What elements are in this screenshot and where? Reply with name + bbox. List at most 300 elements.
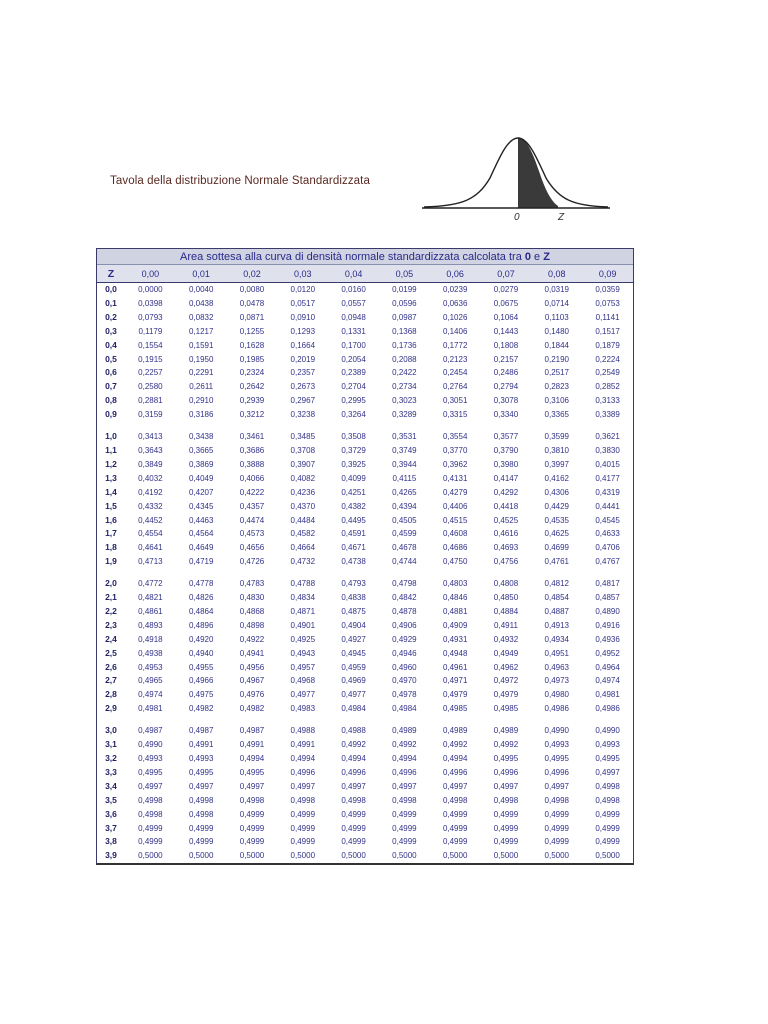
z-value: 2,1 [105,592,117,603]
table-cell: 0,4812 [544,579,569,589]
table-cell: 0,4979 [493,690,519,700]
table-cell: 0,2734 [392,382,417,392]
table-cell: 0,4962 [493,662,519,672]
z-value: 3,6 [105,808,117,819]
table-row [97,619,633,633]
table-cell: 0,3888 [239,459,265,469]
table-cell: 0,4909 [442,620,468,630]
table-cell: 0,2611 [189,382,214,392]
table-cell: 0,4884 [493,606,519,616]
table-cell: 0,4991 [239,740,265,750]
table-cell: 0,4959 [341,662,366,672]
table-cell: 0,4515 [442,515,468,525]
z-value: 0,0 [105,284,117,294]
z-value: 3,5 [105,794,117,805]
table-cell: 0,4999 [442,809,468,819]
normal-table [96,248,634,865]
table-cell: 0,4887 [544,606,569,616]
table-caption: Area sottesa alla curva di densità normale standardizzata calcolata tra 0 e Z [97,249,633,265]
column-header: 0,01 [176,265,227,283]
table-cell: 0,3485 [290,432,316,442]
table-cell: 0,4564 [188,529,214,539]
table-cell: 0,4582 [290,529,316,539]
table-cell: 0,5000 [442,851,468,861]
table-cell: 0,4999 [442,837,468,847]
table-row [97,555,633,569]
table-row [97,458,633,472]
table-cell: 0,4406 [442,501,468,511]
table-cell: 0,3340 [493,410,519,420]
table-cell: 0,1026 [442,312,468,322]
table-cell: 0,4999 [188,837,214,847]
table-cell: 0,4505 [392,515,417,525]
table-cell: 0,3289 [392,410,417,420]
table-cell: 0,4649 [188,543,214,553]
table-cell: 0,4898 [239,620,265,630]
table-cell: 0,4744 [392,557,417,567]
table-cell: 0,4474 [239,515,265,525]
table-cell: 0,4990 [138,740,163,750]
table-cell: 0,4980 [544,690,569,700]
z-header: Z [97,265,125,283]
table-row [97,702,633,716]
table-cell: 0,2157 [493,354,519,364]
table-cell: 0,4957 [290,662,316,672]
table-cell: 0,3531 [392,432,417,442]
table-cell: 0,4616 [493,529,519,539]
table-cell: 0,4279 [442,487,468,497]
table-cell: 0,0398 [138,298,163,308]
table-cell: 0,4633 [595,529,620,539]
table-cell: 0,4999 [493,809,519,819]
table-row [97,794,633,808]
table-cell: 0,4987 [188,726,214,736]
table-cell: 0,4817 [595,579,620,589]
table-cell: 0,4999 [595,809,620,819]
table-cell: 0,4984 [341,704,366,714]
table-row [97,835,633,849]
table-row [97,716,633,738]
table-cell: 0,4545 [595,515,620,525]
table-cell: 0,3925 [341,459,366,469]
table-cell: 0,5000 [493,851,519,861]
table-cell: 0,4808 [493,579,519,589]
table-cell: 0,4997 [188,781,214,791]
table-cell: 0,5000 [239,851,265,861]
table-cell: 0,4429 [544,501,569,511]
table-cell: 0,2642 [239,382,265,392]
table-cell: 0,3365 [544,410,569,420]
table-cell: 0,3212 [239,410,265,420]
table-cell: 0,4463 [188,515,214,525]
table-cell: 0,4997 [595,767,620,777]
table-cell: 0,4975 [188,690,214,700]
table-cell: 0,4996 [544,767,569,777]
table-cell: 0,4306 [544,487,569,497]
z-value: 1,5 [105,500,117,511]
table-cell: 0,4987 [239,726,265,736]
table-cell: 0,4986 [544,704,569,714]
table-cell: 0,4834 [290,593,316,603]
table-cell: 0,4099 [341,473,366,483]
table-cell: 0,2549 [595,368,620,378]
z-value: 1,9 [105,556,117,567]
table-cell: 0,4015 [595,459,620,469]
table-cell: 0,3264 [341,410,366,420]
z-value: 2,3 [105,619,117,630]
table-cell: 0,3810 [544,445,569,455]
table-cell: 0,3770 [442,445,468,455]
table-cell: 0,1331 [341,326,366,336]
table-cell: 0,4999 [341,837,366,847]
table-cell: 0,4678 [392,543,417,553]
table-cell: 0,4979 [442,690,468,700]
table-cell: 0,4608 [442,529,468,539]
table-row [97,339,633,353]
table-cell: 0,4999 [544,823,569,833]
table-cell: 0,4875 [341,606,366,616]
row-group [97,716,633,863]
table-cell: 0,0753 [595,298,620,308]
table-cell: 0,4989 [442,726,468,736]
table-cell: 0,5000 [290,851,316,861]
table-cell: 0,2019 [290,354,316,364]
z-value: 2,4 [105,633,117,644]
table-cell: 0,4788 [290,579,316,589]
table-row [97,808,633,822]
table-cell: 0,2190 [544,354,569,364]
table-cell: 0,4992 [341,740,366,750]
table-cell: 0,1772 [442,340,468,350]
table-cell: 0,0080 [239,285,265,294]
table-cell: 0,4995 [239,767,265,777]
table-cell: 0,0832 [188,312,214,322]
table-cell: 0,4525 [493,515,519,525]
label-zero: 0 [514,212,520,223]
table-cell: 0,4997 [392,781,417,791]
table-cell: 0,4999 [290,823,316,833]
table-cell: 0,4996 [290,767,316,777]
column-header: 0,06 [430,265,481,283]
table-cell: 0,4713 [138,557,163,567]
z-value: 0,1 [105,297,117,308]
z-value: 0,3 [105,325,117,336]
table-cell: 0,2088 [392,354,417,364]
table-cell: 0,4821 [138,593,163,603]
table-cell: 0,2794 [493,382,519,392]
table-cell: 0,4925 [290,634,316,644]
table-cell: 0,4999 [138,823,163,833]
table-cell: 0,4599 [392,529,417,539]
table-cell: 0,4998 [239,795,265,805]
table-cell: 0,2454 [442,368,468,378]
table-cell: 0,4961 [442,662,468,672]
table-cell: 0,4830 [239,593,265,603]
table-cell: 0,2422 [392,368,417,378]
table-cell: 0,4990 [544,726,569,736]
table-cell: 0,4761 [544,557,569,567]
table-cell: 0,4999 [138,837,163,847]
table-row [97,674,633,688]
table-cell: 0,4846 [442,593,468,603]
table-cell: 0,1736 [392,340,417,350]
table-cell: 0,4999 [239,809,265,819]
table-row [97,380,633,394]
table-cell: 0,4999 [544,837,569,847]
table-cell: 0,3962 [442,459,468,469]
table-cell: 0,4920 [188,634,214,644]
table-cell: 0,4554 [138,529,163,539]
table-cell: 0,4995 [188,767,214,777]
table-cell: 0,4996 [442,767,468,777]
table-cell: 0,4960 [392,662,417,672]
table-cell: 0,2823 [544,382,569,392]
table-cell: 0,4988 [341,726,366,736]
z-value: 3,2 [105,753,117,763]
table-cell: 0,0160 [341,285,366,294]
table-cell: 0,2995 [341,396,366,406]
table-cell: 0,4495 [341,515,366,525]
table-cell: 0,4999 [493,837,519,847]
table-cell: 0,3749 [392,445,417,455]
table-cell: 0,3159 [138,410,163,420]
table-row [97,486,633,500]
label-z: Z [558,212,565,223]
table-cell: 0,3643 [138,445,163,455]
table-cell: 0,4778 [188,579,214,589]
table-cell: 0,3830 [595,445,620,455]
table-cell: 0,3078 [493,396,519,406]
table-cell: 0,4931 [442,634,468,644]
shaded-area [518,138,558,208]
table-cell: 0,4998 [138,809,163,819]
table-cell: 0,4177 [595,473,620,483]
table-cell: 0,4971 [442,676,468,686]
table-cell: 0,4842 [392,593,417,603]
table-cell: 0,4066 [239,473,265,483]
table-cell: 0,4987 [138,726,163,736]
table-cell: 0,4871 [290,606,316,616]
table-cell: 0,4999 [493,823,519,833]
table-cell: 0,0948 [341,312,366,322]
table-cell: 0,4995 [493,754,519,763]
table-cell: 0,4998 [188,809,214,819]
table-cell: 0,0279 [493,285,519,294]
table-cell: 0,4345 [188,501,214,511]
table-cell: 0,4641 [138,543,163,553]
z-value: 0,2 [105,311,117,322]
table-cell: 0,4995 [544,754,569,763]
table-cell: 0,2517 [544,368,569,378]
table-row [97,605,633,619]
table-cell: 0,4147 [493,473,519,483]
table-cell: 0,3665 [188,445,214,455]
table-cell: 0,3621 [595,432,620,442]
table-cell: 0,0871 [239,312,265,322]
table-cell: 0,4535 [544,515,569,525]
table-cell: 0,4803 [442,579,468,589]
table-cell: 0,4977 [290,690,316,700]
table-cell: 0,4382 [341,501,366,511]
z-value: 2,7 [105,675,117,686]
table-cell: 0,4981 [138,704,163,714]
z-value: 0,8 [105,395,117,406]
table-cell: 0,1844 [544,340,569,350]
table-cell: 0,4997 [493,781,519,791]
table-cell: 0,3907 [290,459,316,469]
table-cell: 0,3686 [239,445,265,455]
table-cell: 0,4964 [595,662,620,672]
table-cell: 0,4999 [188,823,214,833]
table-cell: 0,4726 [239,557,265,567]
table-cell: 0,3869 [188,459,214,469]
table-cell: 0,4192 [138,487,163,497]
column-header: 0,04 [328,265,379,283]
table-cell: 0,0557 [341,298,366,308]
table-cell: 0,4929 [392,634,417,644]
table-cell: 0,4993 [595,740,620,750]
table-cell: 0,5000 [341,851,366,861]
table-row [97,325,633,339]
table-cell: 0,2673 [290,382,316,392]
table-cell: 0,4756 [493,557,519,567]
table-cell: 0,4997 [544,781,569,791]
table-cell: 0,3023 [392,396,417,406]
table-cell: 0,4864 [188,606,214,616]
table-cell: 0,4970 [392,676,417,686]
table-cell: 0,4998 [595,795,620,805]
table-cell: 0,4994 [442,754,468,763]
table-cell: 0,4977 [341,690,366,700]
table-cell: 0,4699 [544,543,569,553]
table-cell: 0,1103 [544,312,569,322]
z-value: 1,3 [105,472,117,483]
table-cell: 0,4292 [493,487,519,497]
table-cell: 0,4857 [595,593,620,603]
table-cell: 0,4441 [595,501,620,511]
table-cell: 0,4996 [341,767,366,777]
table-cell: 0,4938 [138,648,163,658]
table-cell: 0,2389 [341,368,366,378]
table-cell: 0,4913 [544,620,569,630]
table-row [97,822,633,836]
row-group [97,283,633,423]
table-cell: 0,1950 [188,354,214,364]
table-cell: 0,4162 [544,473,569,483]
table-cell: 0,4793 [341,579,366,589]
table-row [97,311,633,325]
table-cell: 0,4967 [239,676,265,686]
table-cell: 0,4826 [188,593,214,603]
z-value: 3,9 [105,850,117,861]
table-cell: 0,4998 [392,795,417,805]
z-value: 1,8 [105,542,117,553]
table-cell: 0,4955 [188,662,214,672]
table-row [97,688,633,702]
table-cell: 0,4932 [493,634,519,644]
table-cell: 0,3238 [290,410,316,420]
table-cell: 0,4963 [544,662,569,672]
table-row [97,766,633,780]
table-cell: 0,3708 [290,445,316,455]
table-cell: 0,1064 [493,312,519,322]
table-cell: 0,3980 [493,459,519,469]
table-cell: 0,4868 [239,606,265,616]
table-cell: 0,1554 [138,340,163,350]
table-cell: 0,4951 [544,648,569,658]
table-cell: 0,4901 [290,620,316,630]
table-row [97,633,633,647]
table-cell: 0,4994 [341,754,366,763]
table-cell: 0,4999 [392,809,417,819]
table-cell: 0,3577 [493,432,519,442]
table-cell: 0,4573 [239,529,265,539]
z-value: 1,1 [105,444,117,455]
table-cell: 0,4719 [188,557,214,567]
table-cell: 0,4981 [595,690,620,700]
table-cell: 0,0359 [595,285,620,294]
table-row [97,408,633,422]
table-row [97,353,633,367]
z-value: 3,1 [105,739,117,750]
table-cell: 0,4319 [595,487,620,497]
table-cell: 0,4772 [138,579,163,589]
table-cell: 0,4965 [138,676,163,686]
table-cell: 0,0675 [493,298,519,308]
table-cell: 0,4984 [392,704,417,714]
table-cell: 0,4394 [392,501,417,511]
table-cell: 0,2054 [341,354,366,364]
table-cell: 0,4693 [493,543,519,553]
table-cell: 0,5000 [138,851,163,861]
table-cell: 0,4993 [138,754,163,763]
table-cell: 0,3554 [442,432,468,442]
table-cell: 0,0239 [442,285,468,294]
table-cell: 0,0478 [239,298,265,308]
table-row [97,366,633,380]
table-cell: 0,1443 [493,326,519,336]
table-cell: 0,5000 [544,851,569,861]
table-cell: 0,4999 [392,823,417,833]
table-row [97,444,633,458]
table-row [97,527,633,541]
table-cell: 0,4918 [138,634,163,644]
table-cell: 0,2967 [290,396,316,406]
table-cell: 0,1700 [341,340,366,350]
normal-curve-figure [422,130,610,225]
table-cell: 0,0910 [290,312,316,322]
table-cell: 0,4945 [341,648,366,658]
table-cell: 0,1255 [239,326,265,336]
table-cell: 0,4998 [493,795,519,805]
table-cell: 0,4738 [341,557,366,567]
table-cell: 0,4974 [138,690,163,700]
table-cell: 0,4952 [595,648,620,658]
z-value: 0,4 [105,339,117,350]
table-cell: 0,0438 [188,298,214,308]
table-cell: 0,4999 [544,809,569,819]
table-cell: 0,5000 [392,851,417,861]
table-cell: 0,4131 [442,473,468,483]
table-cell: 0,4989 [493,726,519,736]
table-cell: 0,4927 [341,634,366,644]
bell-curve [424,138,608,207]
table-cell: 0,4991 [188,740,214,750]
table-cell: 0,2486 [493,368,519,378]
table-cell: 0,4997 [341,781,366,791]
table-cell: 0,4999 [442,823,468,833]
table-cell: 0,4969 [341,676,366,686]
